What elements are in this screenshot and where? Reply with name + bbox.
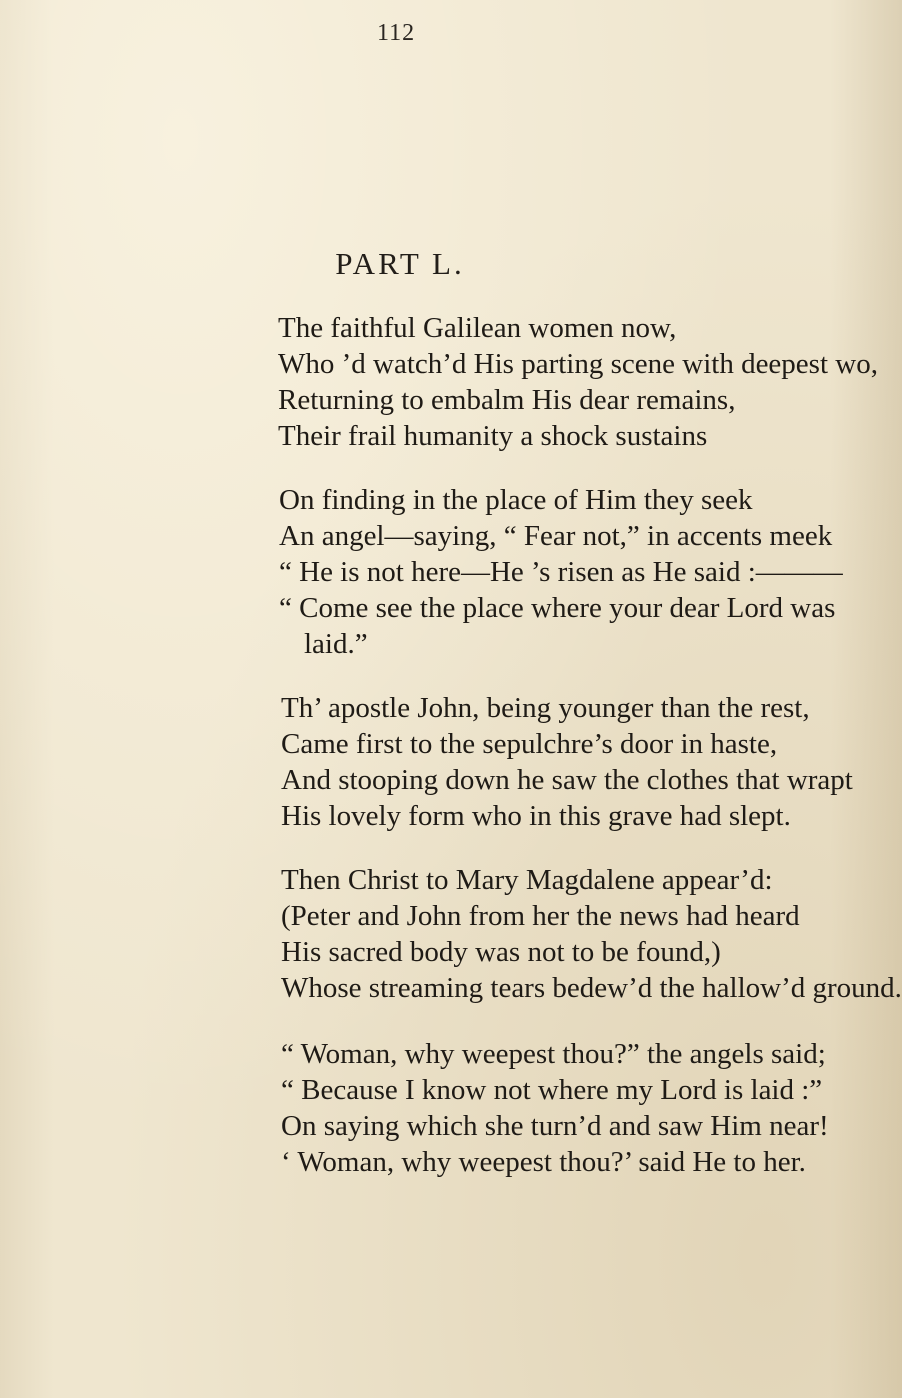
poem-line: Whose streaming tears bedew’d the hallow’d ground. <box>281 972 902 1004</box>
poem-line: ‘ Woman, why weepest thou?’ said He to her. <box>281 1146 806 1178</box>
poem-line: Returning to embalm His dear remains, <box>278 384 736 416</box>
poem-line: Then Christ to Mary Magdalene appear’d: <box>281 864 773 896</box>
poem-line: “ Because I know not where my Lord is laid :” <box>281 1074 823 1106</box>
poem-line: His sacred body was not to be found,) <box>281 936 721 968</box>
poem-line: Who ’d watch’d His parting scene with deepest wo, <box>278 348 878 380</box>
poem-line: “ Come see the place where your dear Lord was <box>279 592 836 624</box>
poem-line: “ Woman, why weepest thou?” the angels said; <box>281 1038 826 1070</box>
poem-line: (Peter and John from her the news had heard <box>281 900 800 932</box>
poem-line: Th’ apostle John, being younger than the rest, <box>281 692 810 724</box>
part-heading: PART L. <box>335 246 465 281</box>
poem-line: His lovely form who in this grave had slept. <box>281 800 791 832</box>
poem-line: laid.” <box>304 628 368 660</box>
poem-line: An angel—saying, “ Fear not,” in accents meek <box>279 520 833 552</box>
poem-line: On saying which she turn’d and saw Him near! <box>281 1110 829 1142</box>
poem-line: And stooping down he saw the clothes that wrapt <box>281 764 853 796</box>
page-number: 112 <box>377 20 416 46</box>
poem-line: “ He is not here—He ’s risen as He said :——— <box>279 556 843 588</box>
poem-line: Their frail humanity a shock sustains <box>278 420 708 452</box>
poem-line: Came first to the sepulchre’s door in haste, <box>281 728 778 760</box>
poem-line: The faithful Galilean women now, <box>278 312 677 344</box>
poem-line: On finding in the place of Him they seek <box>279 484 753 516</box>
